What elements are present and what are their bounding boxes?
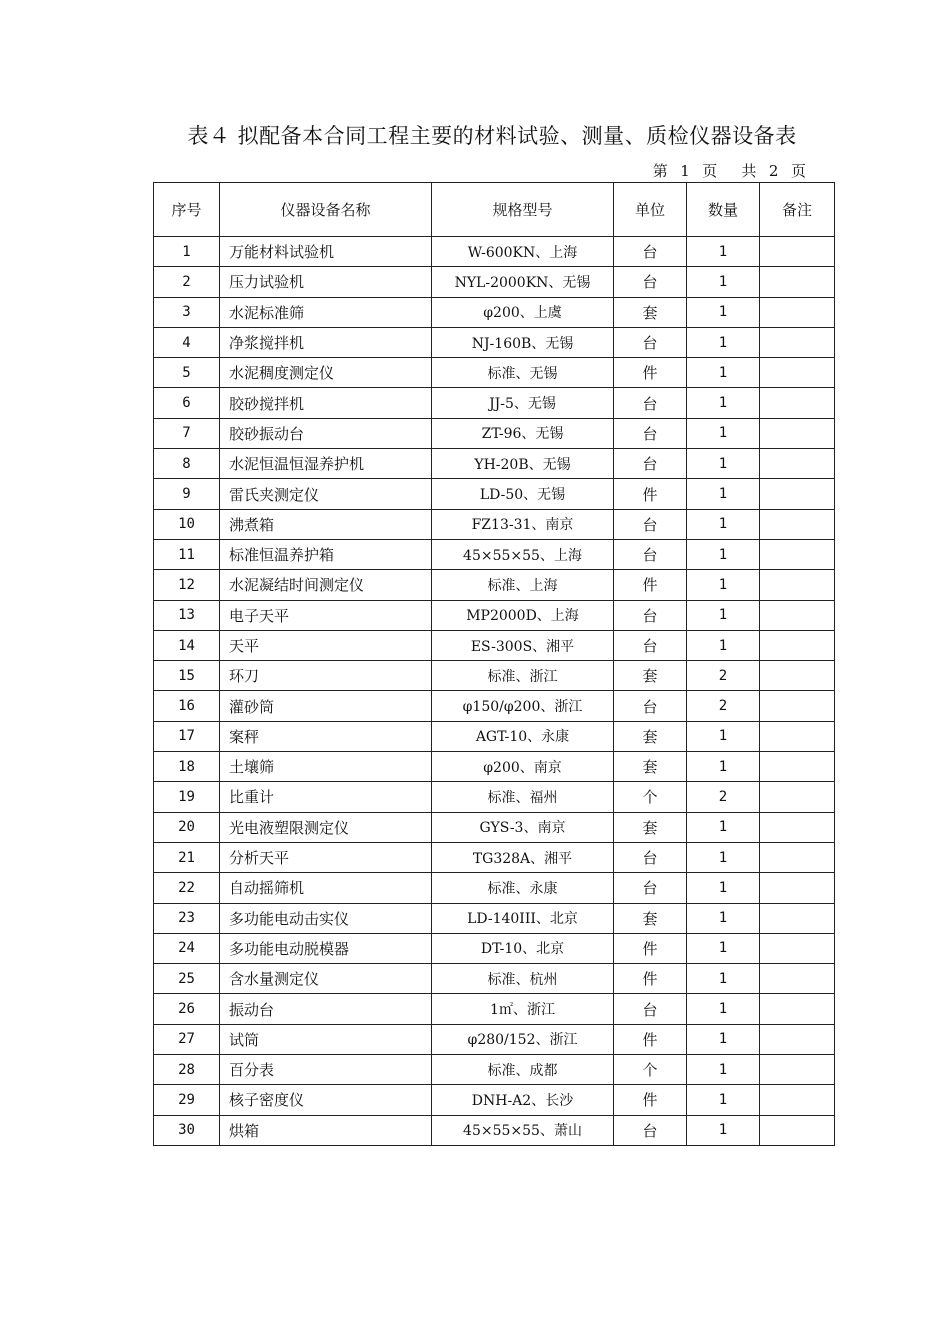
cell-unit: 台 (614, 1115, 687, 1145)
cell-specification: 标准、浙江 (432, 661, 614, 691)
cell-unit: 台 (614, 267, 687, 297)
cell-unit: 套 (614, 752, 687, 782)
cell-specification: DT-10、北京 (432, 933, 614, 963)
cell-remarks (760, 388, 835, 418)
cell-remarks (760, 570, 835, 600)
table-row (154, 873, 835, 903)
cell-remarks (760, 600, 835, 630)
cell-specification: ZT-96、无锡 (432, 418, 614, 448)
cell-equipment-name: 多功能电动脱模器 (220, 933, 432, 963)
cell-quantity: 2 (687, 691, 760, 721)
cell-equipment-name: 标准恒温养护箱 (220, 539, 432, 569)
cell-unit: 套 (614, 903, 687, 933)
header-remarks: 备注 (760, 183, 835, 237)
cell-serial-no: 10 (154, 509, 220, 539)
cell-remarks (760, 842, 835, 872)
cell-serial-no: 24 (154, 933, 220, 963)
cell-quantity: 1 (687, 327, 760, 357)
cell-specification: LD-50、无锡 (432, 479, 614, 509)
table-row (154, 933, 835, 963)
cell-equipment-name: 振动台 (220, 994, 432, 1024)
cell-specification: 标准、成都 (432, 1055, 614, 1085)
cell-remarks (760, 267, 835, 297)
cell-quantity: 1 (687, 1085, 760, 1115)
cell-specification: 标准、上海 (432, 570, 614, 600)
cell-serial-no: 14 (154, 630, 220, 660)
cell-specification: 标准、福州 (432, 782, 614, 812)
cell-serial-no: 17 (154, 721, 220, 751)
header-equipment-name: 仪器设备名称 (220, 183, 432, 237)
table-row (154, 449, 835, 479)
cell-unit: 个 (614, 1055, 687, 1085)
cell-specification: NYL-2000KN、无锡 (432, 267, 614, 297)
cell-serial-no: 4 (154, 327, 220, 357)
cell-equipment-name: 水泥恒温恒湿养护机 (220, 449, 432, 479)
cell-equipment-name: 灌砂筒 (220, 691, 432, 721)
cell-specification: φ200、上虞 (432, 297, 614, 327)
cell-serial-no: 28 (154, 1055, 220, 1085)
cell-unit: 台 (614, 509, 687, 539)
header-serial-no: 序号 (154, 183, 220, 237)
cell-remarks (760, 691, 835, 721)
cell-quantity: 1 (687, 903, 760, 933)
cell-remarks (760, 812, 835, 842)
cell-specification: NJ-160B、无锡 (432, 327, 614, 357)
cell-quantity: 1 (687, 418, 760, 448)
cell-remarks (760, 661, 835, 691)
cell-unit: 台 (614, 388, 687, 418)
equipment-table (153, 182, 835, 1146)
cell-remarks (760, 630, 835, 660)
cell-quantity: 1 (687, 509, 760, 539)
cell-remarks (760, 327, 835, 357)
cell-unit: 台 (614, 418, 687, 448)
cell-equipment-name: 比重计 (220, 782, 432, 812)
cell-specification: LD-140III、北京 (432, 903, 614, 933)
cell-equipment-name: 烘箱 (220, 1115, 432, 1145)
cell-unit: 件 (614, 933, 687, 963)
table-row (154, 964, 835, 994)
cell-equipment-name: 试筒 (220, 1024, 432, 1054)
cell-unit: 件 (614, 479, 687, 509)
cell-specification: 1㎡、浙江 (432, 994, 614, 1024)
table-row (154, 661, 835, 691)
cell-unit: 个 (614, 782, 687, 812)
cell-serial-no: 30 (154, 1115, 220, 1145)
cell-specification: YH-20B、无锡 (432, 449, 614, 479)
cell-specification: MP2000D、上海 (432, 600, 614, 630)
cell-unit: 套 (614, 661, 687, 691)
cell-serial-no: 16 (154, 691, 220, 721)
cell-quantity: 1 (687, 449, 760, 479)
cell-remarks (760, 1055, 835, 1085)
cell-quantity: 1 (687, 994, 760, 1024)
cell-specification: 标准、永康 (432, 873, 614, 903)
cell-serial-no: 27 (154, 1024, 220, 1054)
table-row (154, 1055, 835, 1085)
cell-unit: 件 (614, 1085, 687, 1115)
cell-unit: 件 (614, 1024, 687, 1054)
cell-equipment-name: 案秤 (220, 721, 432, 751)
cell-quantity: 1 (687, 1055, 760, 1085)
cell-quantity: 1 (687, 237, 760, 267)
cell-quantity: 1 (687, 267, 760, 297)
cell-serial-no: 1 (154, 237, 220, 267)
header-specification: 规格型号 (432, 183, 614, 237)
cell-quantity: 1 (687, 964, 760, 994)
cell-serial-no: 26 (154, 994, 220, 1024)
cell-specification: φ200、南京 (432, 752, 614, 782)
cell-unit: 台 (614, 600, 687, 630)
table-row (154, 237, 835, 267)
cell-specification: 标准、杭州 (432, 964, 614, 994)
cell-serial-no: 8 (154, 449, 220, 479)
header-unit: 单位 (614, 183, 687, 237)
table-row (154, 630, 835, 660)
cell-equipment-name: 含水量测定仪 (220, 964, 432, 994)
cell-remarks (760, 297, 835, 327)
cell-unit: 台 (614, 539, 687, 569)
cell-serial-no: 21 (154, 842, 220, 872)
cell-equipment-name: 百分表 (220, 1055, 432, 1085)
cell-unit: 台 (614, 630, 687, 660)
cell-equipment-name: 环刀 (220, 661, 432, 691)
table-row (154, 1024, 835, 1054)
cell-equipment-name: 分析天平 (220, 842, 432, 872)
cell-serial-no: 2 (154, 267, 220, 297)
cell-quantity: 1 (687, 539, 760, 569)
cell-remarks (760, 721, 835, 751)
cell-remarks (760, 933, 835, 963)
cell-serial-no: 5 (154, 358, 220, 388)
cell-unit: 套 (614, 812, 687, 842)
cell-remarks (760, 964, 835, 994)
cell-unit: 台 (614, 691, 687, 721)
document-title: 表４ 拟配备本合同工程主要的材料试验、测量、质检仪器设备表 (187, 124, 797, 148)
cell-quantity: 1 (687, 1024, 760, 1054)
cell-quantity: 2 (687, 782, 760, 812)
cell-specification: 45×55×55、上海 (432, 539, 614, 569)
cell-equipment-name: 胶砂振动台 (220, 418, 432, 448)
cell-remarks (760, 903, 835, 933)
cell-unit: 台 (614, 842, 687, 872)
cell-remarks (760, 782, 835, 812)
table-header-row (154, 183, 835, 237)
cell-serial-no: 9 (154, 479, 220, 509)
cell-remarks (760, 358, 835, 388)
cell-remarks (760, 752, 835, 782)
cell-specification: FZ13-31、南京 (432, 509, 614, 539)
table-row (154, 1115, 835, 1145)
table-row (154, 570, 835, 600)
cell-unit: 台 (614, 449, 687, 479)
cell-quantity: 1 (687, 570, 760, 600)
table-row (154, 812, 835, 842)
cell-quantity: 1 (687, 873, 760, 903)
cell-remarks (760, 449, 835, 479)
cell-equipment-name: 万能材料试验机 (220, 237, 432, 267)
cell-equipment-name: 自动摇筛机 (220, 873, 432, 903)
cell-unit: 台 (614, 237, 687, 267)
cell-specification: GYS-3、南京 (432, 812, 614, 842)
cell-quantity: 1 (687, 752, 760, 782)
page-number-info: 第 1 页 共 2 页 (652, 162, 807, 180)
cell-remarks (760, 1024, 835, 1054)
cell-equipment-name: 多功能电动击实仪 (220, 903, 432, 933)
cell-equipment-name: 电子天平 (220, 600, 432, 630)
table-row (154, 327, 835, 357)
cell-quantity: 1 (687, 600, 760, 630)
cell-unit: 台 (614, 873, 687, 903)
cell-equipment-name: 雷氏夹测定仪 (220, 479, 432, 509)
cell-specification: 45×55×55、萧山 (432, 1115, 614, 1145)
cell-remarks (760, 1115, 835, 1145)
cell-quantity: 2 (687, 661, 760, 691)
table-row (154, 721, 835, 751)
cell-equipment-name: 水泥标准筛 (220, 297, 432, 327)
cell-serial-no: 11 (154, 539, 220, 569)
table-row (154, 267, 835, 297)
cell-serial-no: 22 (154, 873, 220, 903)
cell-unit: 件 (614, 358, 687, 388)
table-row (154, 539, 835, 569)
cell-equipment-name: 核子密度仪 (220, 1085, 432, 1115)
cell-equipment-name: 水泥凝结时间测定仪 (220, 570, 432, 600)
cell-specification: W-600KN、上海 (432, 237, 614, 267)
cell-specification: DNH-A2、长沙 (432, 1085, 614, 1115)
table-row (154, 297, 835, 327)
table-row (154, 479, 835, 509)
cell-serial-no: 7 (154, 418, 220, 448)
cell-specification: 标准、无锡 (432, 358, 614, 388)
cell-quantity: 1 (687, 812, 760, 842)
table-body (154, 237, 835, 1146)
cell-serial-no: 29 (154, 1085, 220, 1115)
cell-quantity: 1 (687, 297, 760, 327)
cell-specification: ES-300S、湘平 (432, 630, 614, 660)
table-row (154, 600, 835, 630)
cell-specification: JJ-5、无锡 (432, 388, 614, 418)
cell-remarks (760, 873, 835, 903)
cell-equipment-name: 净浆搅拌机 (220, 327, 432, 357)
table-row (154, 358, 835, 388)
cell-serial-no: 18 (154, 752, 220, 782)
cell-remarks (760, 509, 835, 539)
cell-unit: 件 (614, 570, 687, 600)
table-row (154, 994, 835, 1024)
cell-serial-no: 15 (154, 661, 220, 691)
cell-remarks (760, 1085, 835, 1115)
table-row (154, 842, 835, 872)
cell-unit: 台 (614, 327, 687, 357)
cell-quantity: 1 (687, 479, 760, 509)
cell-unit: 套 (614, 297, 687, 327)
table-row (154, 1085, 835, 1115)
cell-quantity: 1 (687, 388, 760, 418)
cell-quantity: 1 (687, 842, 760, 872)
cell-specification: φ280/152、浙江 (432, 1024, 614, 1054)
cell-serial-no: 3 (154, 297, 220, 327)
header-quantity: 数量 (687, 183, 760, 237)
table-row (154, 782, 835, 812)
cell-unit: 件 (614, 964, 687, 994)
cell-serial-no: 25 (154, 964, 220, 994)
cell-quantity: 1 (687, 721, 760, 751)
cell-serial-no: 23 (154, 903, 220, 933)
table-row (154, 388, 835, 418)
table-row (154, 752, 835, 782)
cell-serial-no: 6 (154, 388, 220, 418)
cell-unit: 台 (614, 994, 687, 1024)
cell-quantity: 1 (687, 630, 760, 660)
cell-quantity: 1 (687, 933, 760, 963)
cell-serial-no: 19 (154, 782, 220, 812)
cell-equipment-name: 土壤筛 (220, 752, 432, 782)
cell-serial-no: 13 (154, 600, 220, 630)
cell-specification: AGT-10、永康 (432, 721, 614, 751)
cell-quantity: 1 (687, 1115, 760, 1145)
cell-unit: 套 (614, 721, 687, 751)
cell-specification: φ150/φ200、浙江 (432, 691, 614, 721)
cell-remarks (760, 994, 835, 1024)
cell-equipment-name: 胶砂搅拌机 (220, 388, 432, 418)
cell-specification: TG328A、湘平 (432, 842, 614, 872)
cell-equipment-name: 天平 (220, 630, 432, 660)
cell-serial-no: 12 (154, 570, 220, 600)
cell-equipment-name: 水泥稠度测定仪 (220, 358, 432, 388)
cell-equipment-name: 沸煮箱 (220, 509, 432, 539)
cell-remarks (760, 418, 835, 448)
table-row (154, 691, 835, 721)
cell-remarks (760, 479, 835, 509)
table-row (154, 418, 835, 448)
table-row (154, 509, 835, 539)
cell-serial-no: 20 (154, 812, 220, 842)
cell-equipment-name: 压力试验机 (220, 267, 432, 297)
cell-equipment-name: 光电液塑限测定仪 (220, 812, 432, 842)
cell-remarks (760, 237, 835, 267)
cell-quantity: 1 (687, 358, 760, 388)
table-row (154, 903, 835, 933)
cell-remarks (760, 539, 835, 569)
